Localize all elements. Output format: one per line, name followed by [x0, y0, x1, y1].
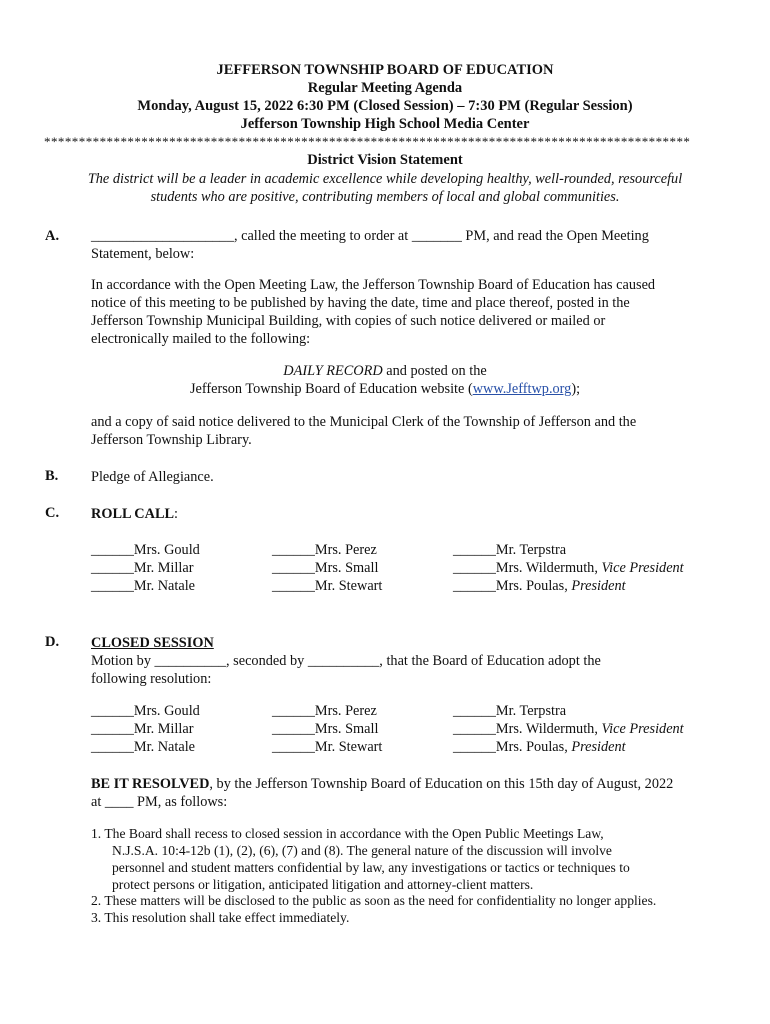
section-a-line-2: Statement, below: — [91, 246, 195, 262]
section-a-line-1: ____________________, called the meeting to order at _______ PM, and read the Open Meeting — [91, 228, 649, 244]
roll-call-column-2 — [272, 541, 382, 595]
motion-line-1: Motion by __________, seconded by __________, that the Board of Education adopt the — [91, 653, 601, 669]
vote-member: ______Mr. Terpstra — [453, 703, 567, 719]
clerk-line-2: Jefferson Township Library. — [91, 432, 252, 448]
resolved-bold: BE IT RESOLVED — [91, 776, 210, 792]
website-suffix: ); — [571, 381, 581, 397]
roll-call-title-text: ROLL CALL — [91, 506, 175, 522]
notice-line-2: notice of this meeting to be published by having the date, time and place thereof, posted in the — [91, 295, 630, 311]
clerk-line-1: and a copy of said notice delivered to the Municipal Clerk of the Township of Jefferson and the — [91, 414, 637, 430]
vote-member — [453, 720, 684, 738]
resolved-line-1 — [91, 775, 673, 793]
roll-call-member: ______Mr. Terpstra — [453, 542, 567, 558]
roll-call-member — [453, 559, 684, 577]
meeting-datetime: Monday, August 15, 2022 6:30 PM (Closed Session) – 7:30 PM (Regular Session) — [137, 98, 633, 114]
pledge: Pledge of Allegiance. — [91, 469, 214, 485]
notice-line-1: In accordance with the Open Meeting Law, the Jefferson Township Board of Education has caused — [91, 277, 656, 293]
roll-call-column-1 — [91, 541, 200, 595]
roll-call-column-3 — [453, 541, 684, 595]
section-d-letter: D. — [45, 634, 60, 650]
website-prefix: Jefferson Township Board of Education website ( — [189, 381, 473, 397]
vision-heading: District Vision Statement — [307, 152, 463, 168]
website-line — [0, 381, 770, 398]
resolved-rest: , by the Jefferson Township Board of Education on this 15th day of August, 2022 — [209, 776, 674, 792]
vote-member — [453, 738, 684, 756]
daily-record-line — [0, 363, 770, 380]
roll-call-member: ______Mrs. Perez — [272, 542, 377, 558]
resolution-item-3: 3. This resolution shall take effect immediately. — [91, 910, 350, 925]
member-role: Vice President — [601, 721, 684, 737]
resolution-item-2: 2. These matters will be disclosed to the public as soon as the need for confidentiality no longer applies. — [91, 893, 657, 908]
section-b-letter: B. — [45, 468, 59, 484]
member-name: ______Mrs. Wildermuth, — [453, 560, 602, 576]
motion-line-2: following resolution: — [91, 671, 212, 687]
resolution-item-1-line-3: personnel and student matters confidential by law, any investigations or tactics or techniques to — [112, 860, 630, 875]
section-a-letter: A. — [45, 228, 60, 244]
vote-column-3 — [453, 702, 684, 756]
vision-line-1: The district will be a leader in academic excellence while developing healthy, well-rounded, resourceful — [87, 171, 683, 187]
vote-member: ______Mr. Millar — [91, 721, 194, 737]
roll-call-member: ______Mr. Millar — [91, 560, 194, 576]
member-name: ______Mrs. Poulas, — [453, 739, 572, 755]
vote-member: ______Mrs. Perez — [272, 703, 377, 719]
org-title: JEFFERSON TOWNSHIP BOARD OF EDUCATION — [216, 62, 554, 78]
vote-member: ______Mrs. Gould — [91, 703, 200, 719]
vote-member: ______Mr. Stewart — [272, 739, 383, 755]
divider: ********************************************************************************************* — [44, 134, 691, 149]
roll-call-member: ______Mrs. Gould — [91, 542, 200, 558]
member-name: ______Mrs. Wildermuth, — [453, 721, 602, 737]
meeting-location: Jefferson Township High School Media Center — [240, 116, 530, 132]
member-role: President — [571, 739, 626, 755]
vote-member: ______Mr. Natale — [91, 739, 196, 755]
member-role: President — [571, 578, 626, 594]
roll-call-member: ______Mr. Stewart — [272, 578, 383, 594]
roll-call-member — [453, 577, 684, 595]
section-c-letter: C. — [45, 505, 60, 521]
roll-call-title — [91, 505, 178, 523]
posted-on: and posted on the — [382, 363, 487, 379]
notice-line-4: electronically mailed to the following: — [91, 331, 311, 347]
resolution-item-1-line-2: N.J.S.A. 10:4-12b (1), (2), (6), (7) and (8). The general nature of the discussion will involve — [112, 843, 612, 858]
notice-line-3: Jefferson Township Municipal Building, with copies of such notice delivered or mailed or — [91, 313, 606, 329]
vote-column-2 — [272, 702, 382, 756]
vote-column-1 — [91, 702, 200, 756]
resolved-line-2: at ____ PM, as follows: — [91, 794, 228, 810]
vision-line-2: students who are positive, contributing members of local and global communities. — [150, 189, 620, 205]
member-role: Vice President — [601, 560, 684, 576]
resolution-item-1-line-4: protect persons or litigation, anticipated litigation and attorney-client matters. — [112, 877, 534, 892]
website-link[interactable]: www.Jefftwp.org — [472, 381, 572, 397]
daily-record: DAILY RECORD — [283, 363, 383, 379]
resolution-item-1-line-1: 1. The Board shall recess to closed session in accordance with the Open Public Meetings Law, — [91, 826, 604, 841]
closed-session-title: CLOSED SESSION — [91, 635, 214, 651]
vote-member: ______Mrs. Small — [272, 721, 379, 737]
roll-call-member: ______Mrs. Small — [272, 560, 379, 576]
member-name: ______Mrs. Poulas, — [453, 578, 572, 594]
roll-call-member: ______Mr. Natale — [91, 578, 196, 594]
roll-call-colon: : — [174, 506, 179, 522]
agenda-type: Regular Meeting Agenda — [307, 80, 463, 96]
